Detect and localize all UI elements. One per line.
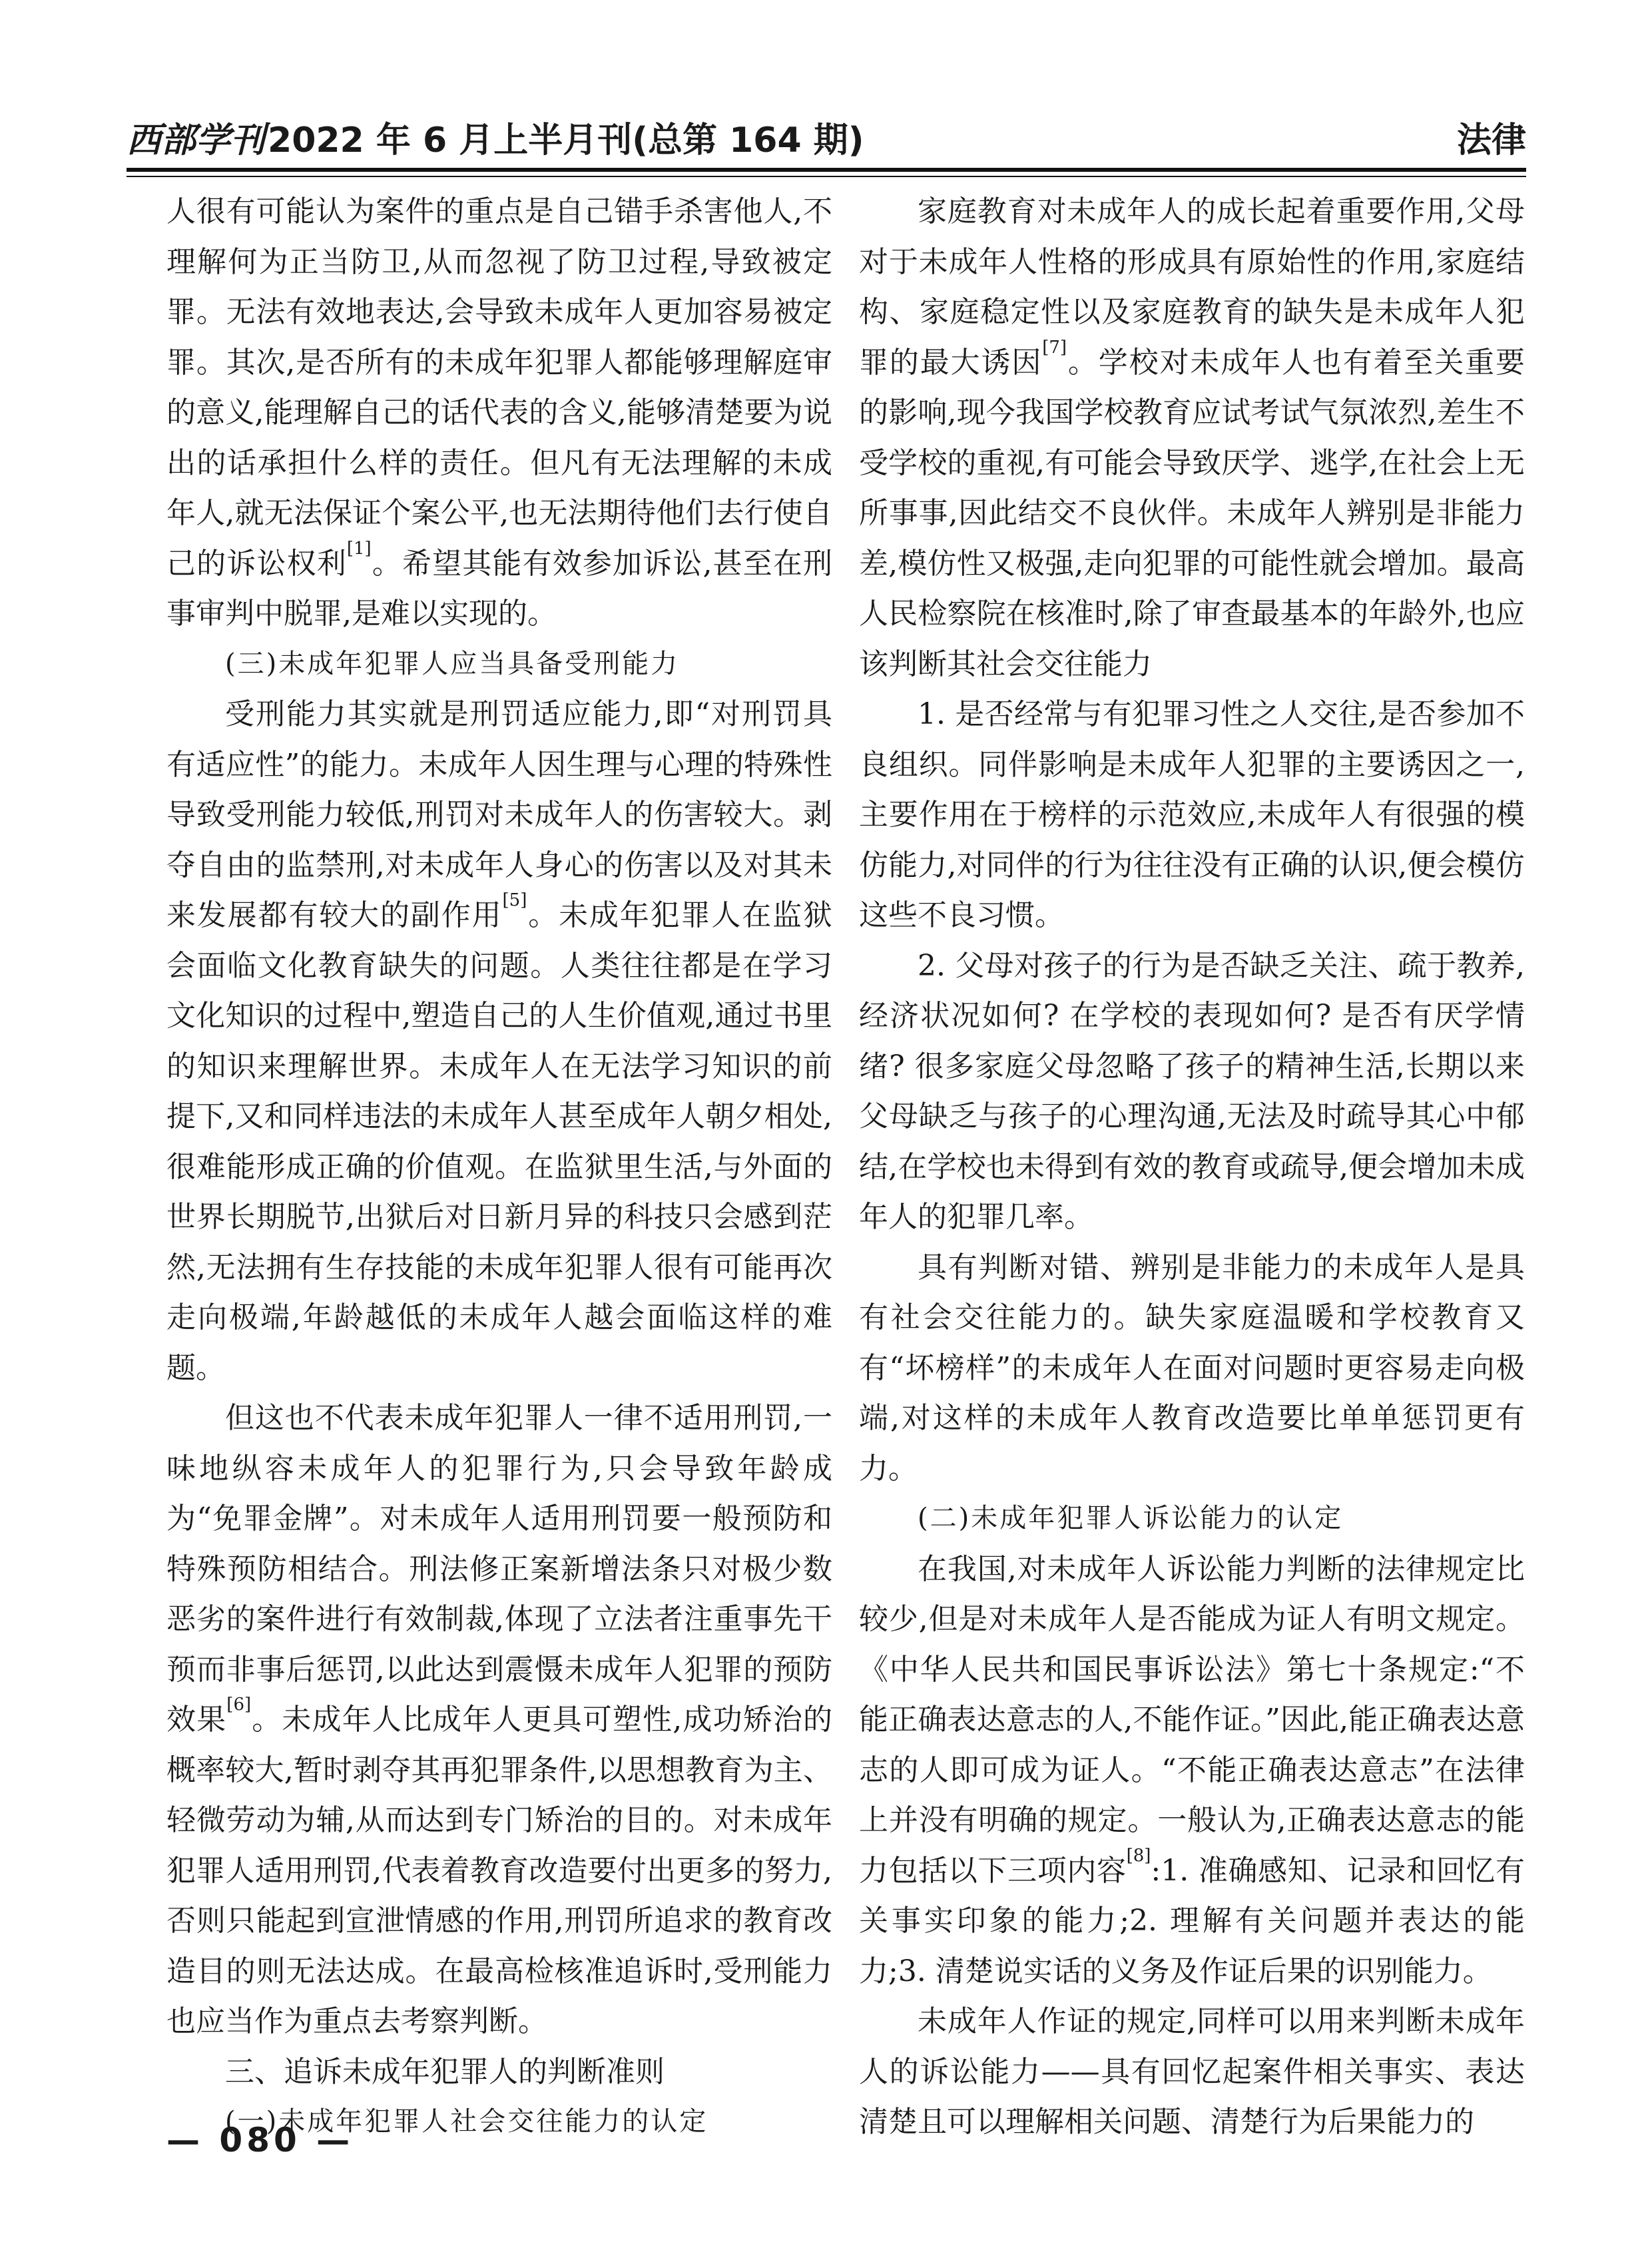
page-number: — 080 — <box>166 2121 354 2159</box>
citation: [7] <box>1042 337 1067 358</box>
issue-info: 2022 年 6 月上半月刊(总第 164 期) <box>268 121 864 160</box>
journal-title <box>127 112 864 162</box>
running-header <box>127 105 1526 165</box>
paragraph: 1. 是否经常与有犯罪习性之人交往,是否参加不良组织。同伴影响是未成年人犯罪的主要诱因之一,主要作用在于榜样的示范效应,未成年人有很强的模仿能力,对同伴的行为往往没有正确的认识,便会模仿这些不良习惯。 <box>859 697 1525 932</box>
paragraph: 家庭教育对未成年人的成长起着重要作用,父母对于未成年人性格的形成具有原始性的作用,家庭结构、家庭稳定性以及家庭教育的缺失是未成年人犯罪的最大诱因[7]。学校对未成年人也有着至关重要的影响,现今我国学校教育应试考试气氛浓烈,差生不受学校的重视,有可能会导致厌学、逃学,在社会上无所事事,因此结交不良伙伴。未成年人辨别是非能力差,模仿性又极强,走向犯罪的可能性就会增加。最高人民检察院在核准时,除了审查最基本的年龄外,也应该判断其社会交往能力 <box>859 194 1525 681</box>
right-column <box>859 186 1525 2147</box>
subsection-heading: (三)未成年犯罪人应当具备受刑能力 <box>225 648 680 679</box>
paragraph: 具有判断对错、辨别是非能力的未成年人是具有社会交往能力的。缺失家庭温暖和学校教育又有“坏榜样”的未成年人在面对问题时更容易走向极端,对这样的未成年人教育改造要比单单惩罚更有力。 <box>859 1250 1525 1486</box>
section-label: 法律 <box>1456 121 1526 160</box>
paragraph: 但这也不代表未成年犯罪人一律不适用刑罚,一味地纵容未成年人的犯罪行为,只会导致年龄成为“免罪金牌”。对未成年人适用刑罚要一般预防和特殊预防相结合。刑法修正案新增法条只对极少数恶劣的案件进行有效制裁,体现了立法者注重事先干预而非事后惩罚,以此达到震慑未成年人犯罪的预防效果[6]。未成年人比成年人更具可塑性,成功矫治的概率较大,暂时剥夺其再犯罪条件,以思想教育为主、轻微劳动为辅,从而达到专门矫治的目的。对未成年犯罪人适用刑罚,代表着教育改造要付出更多的努力,否则只能起到宣泄情感的作用,刑罚所追求的教育改造目的则无法达成。在最高检核准追诉时,受刑能力也应当作为重点去考察判断。 <box>166 1401 832 2038</box>
citation: [5] <box>502 890 527 910</box>
paragraph: 2. 父母对孩子的行为是否缺乏关注、疏于教养,经济状况如何? 在学校的表现如何? 是否有厌学情绪? 很多家庭父母忽略了孩子的精神生活,长期以来父母缺乏与孩子的心理沟通,无法及时疏导其心中郁结,在学校也未得到有效的教育或疏导,便会增加未成年人的犯罪几率。 <box>859 948 1525 1234</box>
subsection-heading: (二)未成年犯罪人诉讼能力的认定 <box>918 1503 1344 1534</box>
citation: [6] <box>226 1695 252 1715</box>
paragraph: 在我国,对未成年人诉讼能力判断的法律规定比较少,但是对未成年人是否能成为证人有明文规定。《中华人民共和国民事诉讼法》第七十条规定:“不能正确表达意志的人,不能作证。”因此,能正确表达意志的人即可成为证人。“不能正确表达意志”在法律上并没有明确的规定。一般认为,正确表达意志的能力包括以下三项内容[8]:1. 准确感知、记录和回忆有关事实印象的能力;2. 理解有关问题并表达的能力;3. 清楚说实话的义务及作证后果的识别能力。 <box>859 1551 1525 1988</box>
journal-logo: 西部学刊 <box>127 120 266 160</box>
paragraph: 未成年人作证的规定,同样可以用来判断未成年人的诉讼能力——具有回忆起案件相关事实、表达清楚且可以理解相关问题、清楚行为后果能力的 <box>859 2004 1525 2139</box>
left-column <box>166 186 832 2147</box>
paragraph: 人很有可能认为案件的重点是自己错手杀害他人,不理解何为正当防卫,从而忽视了防卫过程,导致被定罪。无法有效地表达,会导致未成年人更加容易被定罪。其次,是否所有的未成年犯罪人都能够理解庭审的意义,能理解自己的话代表的含义,能够清楚要为说出的话承担什么样的责任。但凡有无法理解的未成年人,就无法保证个案公平,也无法期待他们去行使自己的诉讼权利[1]。希望其能有效参加诉讼,甚至在刑事审判中脱罪,是难以实现的。 <box>166 194 832 631</box>
subsection-heading: (一)未成年犯罪人社会交往能力的认定 <box>225 2106 708 2137</box>
header-rule-thick <box>127 168 1526 172</box>
citation: [1] <box>346 538 372 559</box>
citation: [8] <box>1126 1845 1151 1866</box>
section-heading: 三、追诉未成年犯罪人的判断准则 <box>225 2054 665 2089</box>
header-rule-thin <box>127 176 1526 177</box>
paragraph: 受刑能力其实就是刑罚适应能力,即“对刑罚具有适应性”的能力。未成年人因生理与心理的特殊性导致受刑能力较低,刑罚对未成年人的伤害较大。剥夺自由的监禁刑,对未成年人身心的伤害以及对其未来发展都有较大的副作用[5]。未成年犯罪人在监狱会面临文化教育缺失的问题。人类往往都是在学习文化知识的过程中,塑造自己的人生价值观,通过书里的知识来理解世界。未成年人在无法学习知识的前提下,又和同样违法的未成年人甚至成年人朝夕相处,很难能形成正确的价值观。在监狱里生活,与外面的世界长期脱节,出狱后对日新月异的科技只会感到茫然,无法拥有生存技能的未成年犯罪人很有可能再次走向极端,年龄越低的未成年人越会面临这样的难题。 <box>166 697 833 1385</box>
